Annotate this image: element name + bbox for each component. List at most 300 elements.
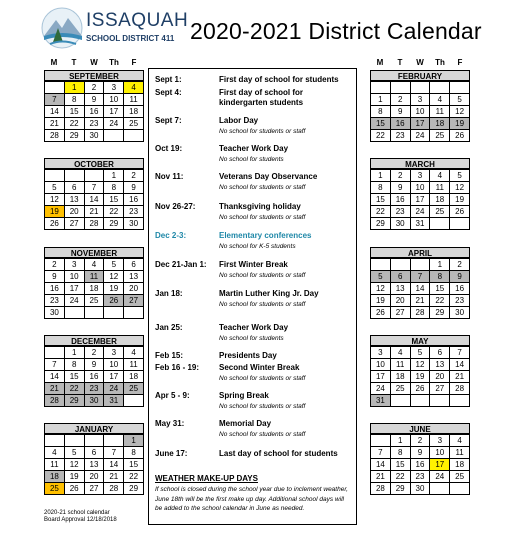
day-cell: 29 — [390, 483, 410, 495]
events-panel — [148, 68, 357, 525]
day-cell — [371, 259, 391, 271]
day-cell: 13 — [84, 459, 104, 471]
day-cell: 12 — [371, 283, 391, 295]
day-cell: 15 — [371, 194, 391, 206]
day-cell — [124, 395, 144, 407]
day-cell: 3 — [104, 82, 124, 94]
day-cell: 26 — [45, 218, 65, 230]
day-cell: 5 — [371, 271, 391, 283]
day-cell: 24 — [410, 130, 430, 142]
month-calendar — [370, 158, 470, 230]
day-cell: 19 — [104, 283, 124, 295]
event-name: Teacher Work Day — [219, 144, 289, 153]
day-cell: 7 — [410, 271, 430, 283]
week-row — [45, 483, 144, 495]
day-cell: 20 — [390, 295, 410, 307]
week-row — [371, 82, 470, 94]
day-cell: 23 — [45, 295, 65, 307]
week-row — [45, 371, 144, 383]
day-cell: 16 — [84, 106, 104, 118]
day-cell — [430, 395, 450, 407]
day-cell — [84, 307, 104, 319]
weekday-label: F — [457, 58, 463, 67]
day-cell: 11 — [45, 459, 65, 471]
day-cell: 8 — [371, 182, 391, 194]
event-name: Second Winter Break — [219, 363, 300, 372]
day-cell: 7 — [371, 447, 391, 459]
week-row — [371, 170, 470, 182]
month-calendar — [44, 70, 144, 142]
event-date: Nov 26-27: — [155, 202, 196, 211]
day-cell: 2 — [410, 435, 430, 447]
page-title: 2020-2021 District Calendar — [190, 18, 482, 44]
event-name: Labor Day — [219, 116, 259, 125]
day-cell: 15 — [371, 118, 391, 130]
day-cell: 6 — [430, 347, 450, 359]
day-cell: 17 — [430, 459, 450, 471]
day-cell: 24 — [104, 383, 124, 395]
day-cell — [45, 82, 65, 94]
day-cell: 5 — [64, 447, 84, 459]
event-name: Elementary conferences — [219, 231, 312, 240]
week-row — [45, 259, 144, 271]
day-cell: 19 — [371, 295, 391, 307]
day-cell: 9 — [45, 271, 65, 283]
day-cell: 7 — [45, 359, 65, 371]
week-row — [371, 483, 470, 495]
week-row — [371, 347, 470, 359]
day-cell: 9 — [124, 182, 144, 194]
day-cell: 29 — [124, 483, 144, 495]
week-row — [45, 347, 144, 359]
day-cell: 8 — [124, 447, 144, 459]
day-cell: 30 — [124, 218, 144, 230]
day-cell: 10 — [104, 359, 124, 371]
day-cell: 9 — [390, 106, 410, 118]
day-cell: 2 — [84, 347, 104, 359]
day-cell: 20 — [64, 206, 84, 218]
day-cell: 3 — [371, 347, 391, 359]
day-cell: 30 — [410, 483, 430, 495]
day-cell: 7 — [104, 447, 124, 459]
day-cell — [84, 170, 104, 182]
day-cell — [390, 82, 410, 94]
day-cell: 4 — [84, 259, 104, 271]
day-cell: 11 — [450, 447, 470, 459]
day-cell: 1 — [64, 82, 84, 94]
day-cell: 4 — [390, 347, 410, 359]
weekday-label: M — [50, 58, 58, 67]
weather-text: If school is closed during the school year due to inclement weather, June 18th will be the first make up day. Additional school days will be added to the school calendar in June as needed. — [155, 486, 348, 512]
day-cell — [371, 82, 391, 94]
day-cell: 1 — [371, 94, 391, 106]
day-cell: 18 — [84, 283, 104, 295]
day-cell: 7 — [45, 94, 65, 106]
day-cell: 20 — [430, 371, 450, 383]
weekday-label: Th — [109, 58, 119, 67]
event-date: Apr 5 - 9: — [155, 391, 190, 400]
day-cell: 27 — [124, 295, 144, 307]
day-cell: 18 — [390, 371, 410, 383]
day-cell: 25 — [84, 295, 104, 307]
day-cell: 9 — [450, 271, 470, 283]
footer-line-1: 2020-21 school calendar — [44, 510, 110, 516]
day-cell — [45, 170, 65, 182]
day-cell: 18 — [450, 459, 470, 471]
weekday-header-right — [370, 58, 470, 67]
day-cell — [124, 307, 144, 319]
day-cell: 14 — [450, 359, 470, 371]
week-row — [371, 206, 470, 218]
day-cell: 12 — [64, 459, 84, 471]
day-cell: 22 — [371, 206, 391, 218]
day-cell: 30 — [84, 130, 104, 142]
week-row — [371, 106, 470, 118]
event-note: No school for students or staff — [219, 403, 306, 410]
day-cell: 23 — [390, 130, 410, 142]
week-row — [45, 106, 144, 118]
day-cell: 7 — [450, 347, 470, 359]
day-cell: 4 — [430, 94, 450, 106]
week-row — [45, 283, 144, 295]
day-cell: 16 — [124, 194, 144, 206]
day-cell: 27 — [390, 307, 410, 319]
day-cell — [64, 435, 84, 447]
day-cell: 29 — [430, 307, 450, 319]
day-cell: 15 — [64, 371, 84, 383]
week-row — [45, 459, 144, 471]
day-cell: 10 — [371, 359, 391, 371]
day-cell: 8 — [390, 447, 410, 459]
week-row — [45, 206, 144, 218]
day-cell: 28 — [450, 383, 470, 395]
day-cell — [450, 218, 470, 230]
event-date: Nov 11: — [155, 172, 184, 181]
week-row — [45, 218, 144, 230]
day-cell: 3 — [410, 94, 430, 106]
day-cell: 3 — [104, 347, 124, 359]
day-cell — [430, 483, 450, 495]
day-cell: 24 — [371, 383, 391, 395]
day-cell: 12 — [104, 271, 124, 283]
day-cell — [430, 218, 450, 230]
day-cell: 5 — [450, 94, 470, 106]
day-cell: 1 — [64, 347, 84, 359]
day-cell: 25 — [45, 483, 65, 495]
day-cell: 5 — [45, 182, 65, 194]
day-cell: 21 — [84, 206, 104, 218]
day-cell: 17 — [371, 371, 391, 383]
week-row — [45, 182, 144, 194]
week-row — [371, 447, 470, 459]
day-cell — [371, 435, 391, 447]
day-cell: 14 — [45, 371, 65, 383]
day-cell: 25 — [124, 118, 144, 130]
month-name: MAY — [370, 335, 470, 346]
day-cell: 23 — [450, 295, 470, 307]
month-calendar — [44, 335, 144, 407]
day-cell — [390, 395, 410, 407]
day-cell: 15 — [390, 459, 410, 471]
day-cell: 24 — [104, 118, 124, 130]
day-cell: 14 — [45, 106, 65, 118]
day-cell: 4 — [45, 447, 65, 459]
day-cell: 16 — [390, 194, 410, 206]
day-cell: 19 — [450, 194, 470, 206]
month-name: DECEMBER — [44, 335, 144, 346]
day-cell: 25 — [124, 383, 144, 395]
day-cell — [104, 435, 124, 447]
day-cell: 16 — [45, 283, 65, 295]
day-cell: 21 — [410, 295, 430, 307]
week-row — [45, 295, 144, 307]
day-cell: 6 — [390, 271, 410, 283]
day-cell: 26 — [450, 206, 470, 218]
day-cell: 28 — [371, 483, 391, 495]
day-cell: 13 — [64, 194, 84, 206]
event-note: No school for students or staff — [219, 375, 306, 382]
day-cell: 5 — [450, 170, 470, 182]
day-cell: 8 — [430, 271, 450, 283]
day-cell: 27 — [430, 383, 450, 395]
month-calendar — [370, 70, 470, 142]
month-calendar — [370, 335, 470, 407]
week-row — [371, 359, 470, 371]
event-name: First Winter Break — [219, 260, 288, 269]
day-cell: 10 — [104, 94, 124, 106]
day-cell: 13 — [390, 283, 410, 295]
day-cell: 2 — [124, 170, 144, 182]
week-row — [371, 94, 470, 106]
day-cell: 18 — [430, 118, 450, 130]
day-cell: 11 — [390, 359, 410, 371]
day-cell: 1 — [371, 170, 391, 182]
day-cell: 26 — [371, 307, 391, 319]
day-cell: 15 — [64, 106, 84, 118]
day-cell: 23 — [84, 118, 104, 130]
event-date: Sept 7: — [155, 116, 182, 125]
event-date: Sept 4: — [155, 88, 182, 97]
weekday-label: M — [376, 58, 384, 67]
week-row — [371, 471, 470, 483]
month-calendar — [44, 158, 144, 230]
day-cell: 23 — [390, 206, 410, 218]
event-note: No school for students or staff — [219, 214, 306, 221]
week-row — [371, 295, 470, 307]
district-logo — [40, 6, 189, 54]
day-cell: 2 — [45, 259, 65, 271]
day-cell: 8 — [64, 94, 84, 106]
day-cell: 10 — [64, 271, 84, 283]
week-row — [45, 383, 144, 395]
day-cell: 20 — [124, 283, 144, 295]
day-cell: 22 — [430, 295, 450, 307]
day-cell: 29 — [104, 218, 124, 230]
day-cell: 27 — [64, 218, 84, 230]
day-cell — [124, 130, 144, 142]
weekday-label: Th — [435, 58, 445, 67]
day-cell: 24 — [64, 295, 84, 307]
event-date: Feb 16 - 19: — [155, 363, 200, 372]
event-note: No school for students or staff — [219, 431, 306, 438]
event-date: Feb 15: — [155, 351, 184, 360]
footer-note — [44, 510, 117, 524]
day-cell — [390, 259, 410, 271]
day-cell: 3 — [410, 170, 430, 182]
week-row — [371, 271, 470, 283]
day-cell: 30 — [450, 307, 470, 319]
day-cell: 16 — [84, 371, 104, 383]
day-cell: 11 — [124, 94, 144, 106]
day-cell — [45, 347, 65, 359]
week-row — [371, 435, 470, 447]
day-cell: 2 — [390, 170, 410, 182]
day-cell: 4 — [124, 82, 144, 94]
day-cell: 2 — [84, 82, 104, 94]
week-row — [45, 359, 144, 371]
day-cell: 25 — [430, 206, 450, 218]
weekday-header-left — [44, 58, 144, 67]
week-row — [371, 259, 470, 271]
event-name: Spring Break — [219, 391, 269, 400]
event-date: June 17: — [155, 449, 188, 458]
day-cell: 15 — [124, 459, 144, 471]
month-calendar — [370, 247, 470, 319]
event-date: Oct 19: — [155, 144, 183, 153]
day-cell: 31 — [371, 395, 391, 407]
week-row — [371, 130, 470, 142]
week-row — [45, 194, 144, 206]
event-note: No school for students or staff — [219, 128, 306, 135]
day-cell: 28 — [104, 483, 124, 495]
day-cell: 14 — [371, 459, 391, 471]
day-cell: 1 — [104, 170, 124, 182]
day-cell: 26 — [410, 383, 430, 395]
day-cell: 26 — [450, 130, 470, 142]
day-cell: 5 — [410, 347, 430, 359]
day-cell: 26 — [64, 483, 84, 495]
day-cell: 30 — [45, 307, 65, 319]
week-row — [371, 283, 470, 295]
month-calendar — [370, 423, 470, 495]
day-cell: 10 — [410, 182, 430, 194]
day-cell: 22 — [64, 118, 84, 130]
day-cell: 6 — [84, 447, 104, 459]
day-cell: 4 — [124, 347, 144, 359]
day-cell: 15 — [104, 194, 124, 206]
day-cell: 28 — [84, 218, 104, 230]
month-name: APRIL — [370, 247, 470, 258]
week-row — [371, 307, 470, 319]
day-cell: 9 — [84, 94, 104, 106]
event-note: No school for students or staff — [219, 301, 306, 308]
weekday-label: T — [397, 58, 403, 67]
day-cell: 29 — [371, 218, 391, 230]
event-name: Last day of school for students — [219, 449, 338, 458]
event-note: No school for students — [219, 156, 284, 163]
month-calendar — [44, 247, 144, 319]
day-cell: 3 — [430, 435, 450, 447]
day-cell: 9 — [410, 447, 430, 459]
day-cell: 11 — [430, 106, 450, 118]
week-row — [371, 371, 470, 383]
day-cell: 16 — [390, 118, 410, 130]
day-cell: 12 — [450, 182, 470, 194]
week-row — [45, 130, 144, 142]
week-row — [371, 395, 470, 407]
event-date: Dec 21-Jan 1: — [155, 260, 207, 269]
day-cell — [410, 259, 430, 271]
day-cell: 9 — [84, 359, 104, 371]
week-row — [45, 271, 144, 283]
week-row — [45, 118, 144, 130]
day-cell: 8 — [104, 182, 124, 194]
day-cell: 28 — [45, 130, 65, 142]
day-cell: 31 — [104, 395, 124, 407]
day-cell: 17 — [410, 118, 430, 130]
day-cell: 22 — [390, 471, 410, 483]
day-cell: 20 — [84, 471, 104, 483]
day-cell: 9 — [390, 182, 410, 194]
day-cell: 29 — [64, 130, 84, 142]
day-cell: 8 — [371, 106, 391, 118]
event-date: Jan 18: — [155, 289, 183, 298]
day-cell: 1 — [124, 435, 144, 447]
day-cell: 1 — [430, 259, 450, 271]
day-cell — [430, 82, 450, 94]
week-row — [45, 94, 144, 106]
day-cell: 13 — [124, 271, 144, 283]
day-cell: 10 — [430, 447, 450, 459]
week-row — [371, 383, 470, 395]
day-cell: 18 — [430, 194, 450, 206]
day-cell: 17 — [410, 194, 430, 206]
event-name: Memorial Day — [219, 419, 272, 428]
day-cell: 24 — [430, 471, 450, 483]
day-cell: 2 — [390, 94, 410, 106]
day-cell: 1 — [390, 435, 410, 447]
event-date: Jan 25: — [155, 323, 183, 332]
day-cell — [64, 307, 84, 319]
day-cell: 18 — [45, 471, 65, 483]
day-cell: 24 — [410, 206, 430, 218]
day-cell: 18 — [124, 106, 144, 118]
event-name: First day of school for students — [219, 75, 339, 84]
day-cell: 11 — [430, 182, 450, 194]
weekday-label: W — [90, 58, 98, 67]
day-cell: 16 — [410, 459, 430, 471]
event-name: First day of school for kindergarten students — [219, 88, 304, 107]
event-note: No school for students or staff — [219, 184, 306, 191]
week-row — [45, 82, 144, 94]
event-name: Thanksgiving holiday — [219, 202, 301, 211]
day-cell: 14 — [410, 283, 430, 295]
event-name: Teacher Work Day — [219, 323, 289, 332]
event-note: No school for K-5 students — [219, 243, 296, 250]
week-row — [371, 118, 470, 130]
event-date: Dec 2-3: — [155, 231, 187, 240]
day-cell: 19 — [450, 118, 470, 130]
week-row — [45, 447, 144, 459]
day-cell: 8 — [64, 359, 84, 371]
day-cell: 6 — [124, 259, 144, 271]
week-row — [45, 435, 144, 447]
day-cell — [64, 170, 84, 182]
day-cell: 26 — [104, 295, 124, 307]
day-cell: 10 — [410, 106, 430, 118]
day-cell: 5 — [104, 259, 124, 271]
month-name: SEPTEMBER — [44, 70, 144, 81]
